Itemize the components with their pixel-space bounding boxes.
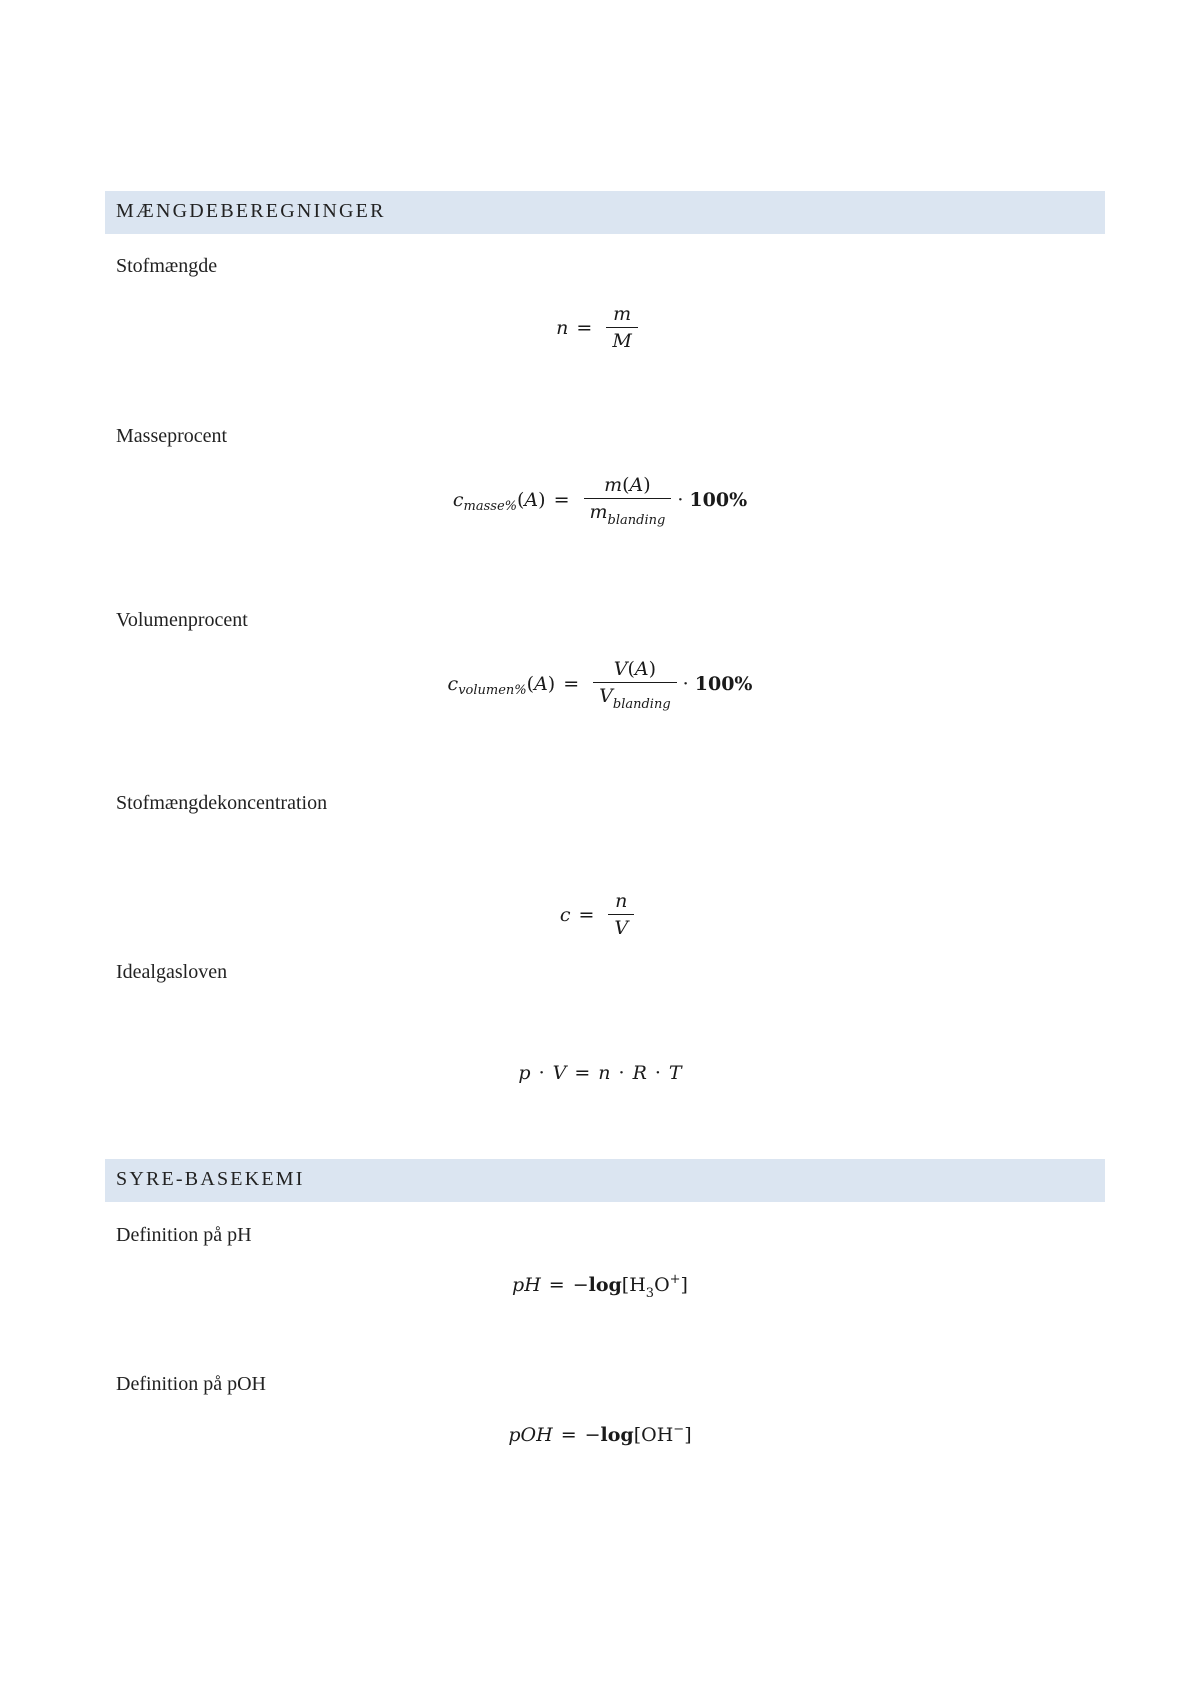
label-definition-ph: Definition på pH	[116, 1224, 252, 1246]
formula-volumenprocent: c volumen% (A) = $\frac{V(A)}{V_{blanding}}$ · 100%	[447, 658, 753, 712]
formula-koncentration: c = $\frac{n}{V}$	[0, 890, 1200, 939]
label-definition-poh: Definition på pOH	[116, 1373, 266, 1395]
section-header-syre-basekemi	[105, 1159, 1105, 1202]
formula-stofmaengde: n = $\frac{m}{M}$	[0, 303, 1200, 352]
formula-ph: pH = − log $[H_3O^+]$	[512, 1272, 688, 1301]
formula-idealgasloven: p · V = n · R · T	[518, 1062, 682, 1084]
section-title: MÆNGDEBEREGNINGER	[116, 200, 386, 222]
section-header-maengdeberegninger	[105, 191, 1105, 234]
label-stofmaengde: Stofmængde	[116, 255, 218, 277]
label-masseprocent: Masseprocent	[116, 425, 228, 447]
formula-poh: pOH = − log [OH−]	[508, 1422, 692, 1446]
formula-masseprocent: c masse% (A) = $\frac{m(A)}{m_{blanding}}$ · 100%	[452, 474, 748, 528]
label-idealgasloven: Idealgasloven	[116, 961, 228, 983]
label-stofmaengdekoncentration: Stofmængdekoncentration	[116, 792, 328, 814]
section-title: SYRE-BASEKEMI	[116, 1168, 305, 1190]
label-volumenprocent: Volumenprocent	[116, 609, 248, 631]
